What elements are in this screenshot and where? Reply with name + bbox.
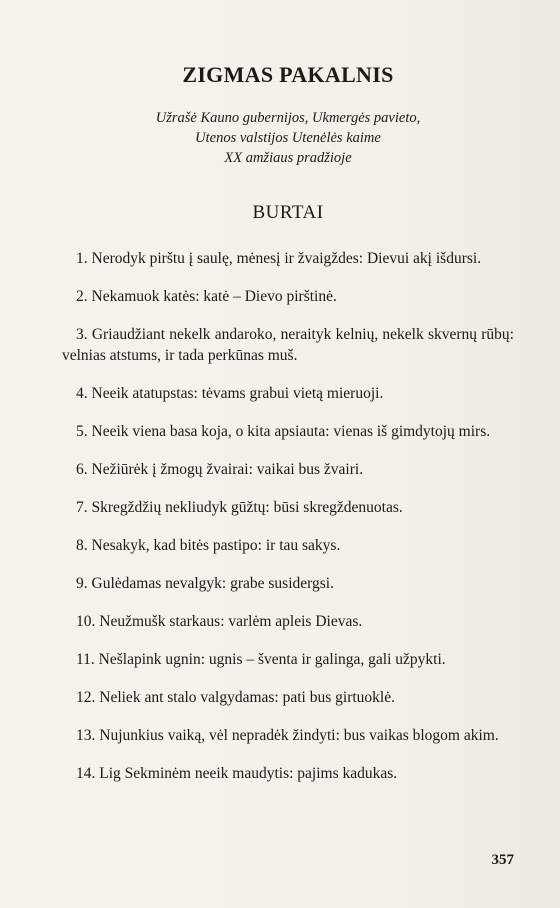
superstition-list — [62, 248, 514, 784]
list-item: 11. Nešlapink ugnin: ugnis – šventa ir galinga, gali užpykti. — [76, 651, 446, 668]
list-item: 12. Neliek ant stalo valgydamas: pati bus girtuoklė. — [76, 689, 395, 706]
list-item: 4. Neeik atatupstas: tėvams grabui vietą mieruoji. — [76, 385, 384, 402]
list-item: 9. Gulėdamas nevalgyk: grabe susidergsi. — [76, 575, 334, 592]
author-heading: ZIGMAS PAKALNIS — [182, 62, 394, 87]
list-item: 5. Neeik viena basa koja, o kita apsiauta: vienas iš gimdytojų mirs. — [76, 423, 491, 440]
list-item: 3. Griaudžiant nekelk andaroko, neraityk kelnių, nekelk skvernų rūbų: velnias atstums, ir tada perkūnas muš. — [62, 326, 514, 364]
list-item: 14. Lig Sekminėm neeik maudytis: pajims kadukas. — [76, 765, 398, 782]
list-item: 10. Neužmušk starkaus: varlėm apleis Dievas. — [76, 613, 363, 630]
page-number: 357 — [491, 852, 514, 868]
list-item: 13. Nujunkius vaiką, vėl nepradėk žindyti: bus vaikas blogom akim. — [76, 727, 499, 744]
list-item: 7. Skregždžių nekliudyk gūžtų: būsi skregždenuotas. — [76, 499, 403, 516]
list-item: 2. Nekamuok katės: katė – Dievo pirštinė. — [76, 288, 337, 305]
list-item: 6. Nežiūrėk į žmogų žvairai: vaikai bus žvairi. — [76, 461, 364, 478]
collection-note — [62, 108, 514, 168]
list-item: 1. Nerodyk pirštu į saulę, mėnesį ir žvaigždes: Dievui akį išdursi. — [76, 250, 482, 267]
collection-note-line: Užrašė Kauno gubernijos, Ukmergės pavieto, — [155, 110, 421, 126]
collection-note-line: Utenos valstijos Utenėlės kaime — [195, 130, 381, 146]
section-title: BURTAI — [252, 202, 324, 223]
list-item: 8. Nesakyk, kad bitės pastipo: ir tau sakys. — [76, 537, 341, 554]
collection-note-line: XX amžiaus pradžioje — [224, 150, 352, 166]
